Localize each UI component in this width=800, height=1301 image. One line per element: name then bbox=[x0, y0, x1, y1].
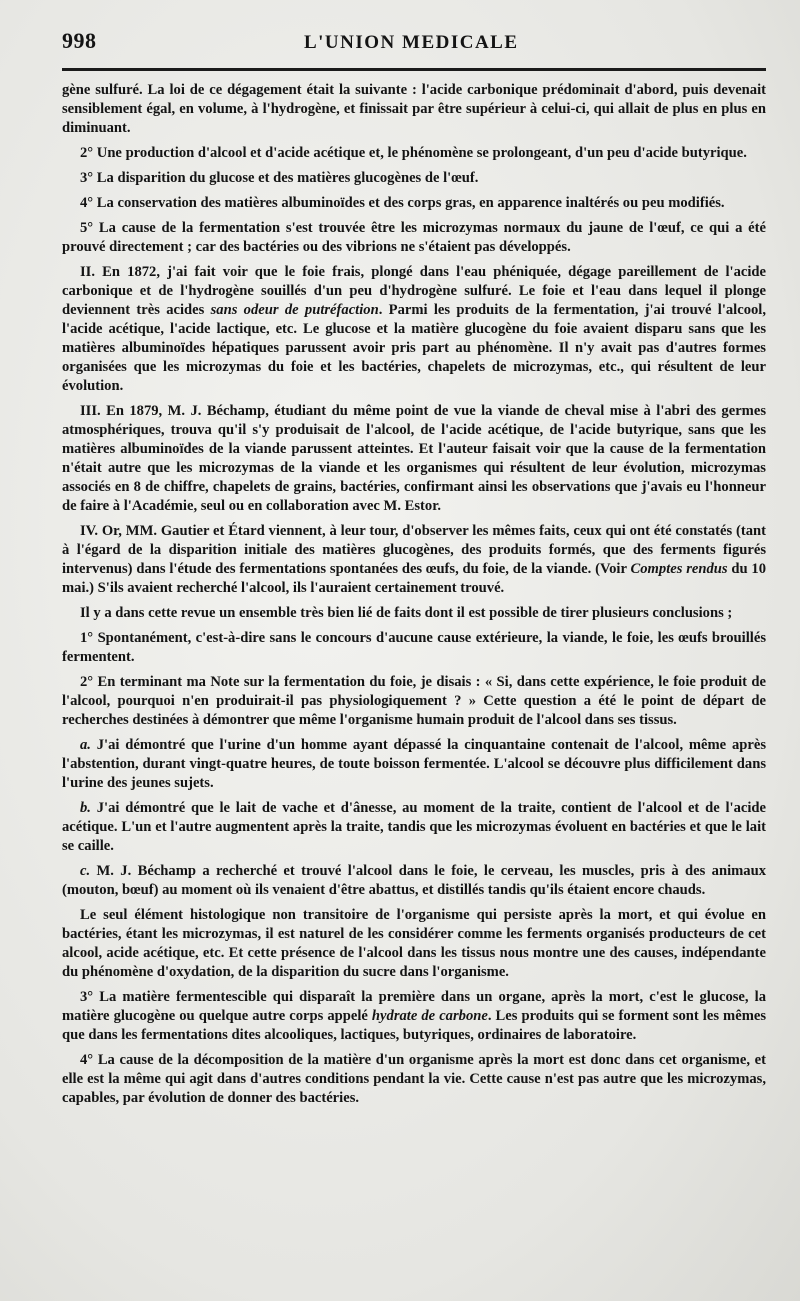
emphasis-text: Comptes rendus bbox=[630, 561, 728, 577]
emphasis-text: c. bbox=[80, 863, 91, 879]
paragraph: 5° La cause de la fermentation s'est trouvée être les microzymas normaux du jaune de l'œuf, ce qui a été prouvé directement ; car des bactéries ou des vibrions ne s'étaient pas développés. bbox=[62, 220, 766, 255]
paragraph: 2° Une production d'alcool et d'acide acétique et, le phénomène se prolongeant, d'un peu d'acide butyrique. bbox=[80, 145, 747, 161]
paragraph: gène sulfuré. La loi de ce dégagement était la suivante : l'acide carbonique prédominait d'abord, puis devenait sensiblement égal, en volume, à l'hydrogène, et finissait par être supérieur à celui-ci, qui allait de plus en plus en diminuant. bbox=[62, 82, 766, 136]
paragraph-text: du 10 mai.) S'ils avaient recherché l'alcool, ils l'auraient certainement trouvé. bbox=[62, 561, 767, 596]
page-header bbox=[62, 28, 766, 62]
paragraph bbox=[62, 799, 766, 856]
emphasis-text: sans odeur de putréfaction bbox=[210, 302, 379, 318]
paragraph-text: IV. Or, MM. Gautier et Étard viennent, à leur tour, d'observer les mêmes faits, ceux qui ont été constatés (tant à l'égard de la disparition initiale des matières glucogènes, des produits formés, que des ferments figurés intervenus) dans l'étude des fermentations spontanées des œufs, du foie, de la viande. (Voir bbox=[62, 523, 766, 577]
paragraph bbox=[62, 988, 766, 1045]
header-rule bbox=[62, 68, 766, 71]
paragraph-text: M. J. Béchamp a recherché et trouvé l'alcool dans le foie, le cerveau, les muscles, pris à des animaux (mouton, bœuf) au moment où ils venaient d'être abattus, et distillés tandis qu'ils étaient encore chauds. bbox=[62, 863, 766, 898]
paragraph: 4° La cause de la décomposition de la matière d'un organisme après la mort est donc dans cet organisme, et elle est la même qui agit dans d'autres conditions pendant la vie. Cette cause n'est pas autre que les microzymas, capables, par évolution de donner des bactéries. bbox=[62, 1052, 766, 1106]
page-number: 998 bbox=[62, 28, 97, 53]
emphasis-text: a. bbox=[80, 737, 91, 753]
emphasis-text: hydrate de carbone bbox=[371, 1008, 488, 1024]
paragraph bbox=[62, 263, 766, 396]
paragraph: 4° La conservation des matières albuminoïdes et des corps gras, en apparence inaltérés ou peu modifiés. bbox=[80, 195, 725, 211]
paragraph-text: II. En 1872, j'ai fait voir que le foie frais, plongé dans l'eau phéniquée, dégage pareillement de l'acide carbonique et de l'hydrogène souillés d'un peu d'hydrogène sulfuré. Le foie et l'eau dans lequel il plonge deviennent très acides bbox=[62, 264, 766, 318]
running-title: L'UNION MEDICALE bbox=[303, 32, 519, 53]
paragraph: 1° Spontanément, c'est-à-dire sans le concours d'aucune cause extérieure, la viande, le foie, les œufs brouillés fermentent. bbox=[62, 630, 766, 665]
paragraph-text: . Parmi les produits de la fermentation, j'ai trouvé l'alcool, l'acide acétique, l'acide lactique, etc. Le glucose et la matière glucogène du foie avaient disparu sans que les matières albuminoïdes hépatiques parussent avoir pris part au phénomène. Il n'y avait pas d'autres formes organisées que les microzymas du foie et les bactéries, chapelets de microzymas, etc., qui résultent de leur évolution. bbox=[62, 302, 766, 394]
paragraph: III. En 1879, M. J. Béchamp, étudiant du même point de vue la viande de cheval mise à l'abri des germes atmosphériques, trouva qu'il s'y produisait de l'alcool, de l'acide acétique, de l'acide butyrique, sans que les matières albuminoïdes de la viande parussent atteintes. Et l'auteur faisait voir que la cause de la fermentation n'était autre que les microzymas de la viande et les organismes qui résultent de leur évolution, microzymas associés en 8 de chiffre, chapelets de grains, bactéries, confirmant ainsi les observations que j'avais eu l'honneur de faire à l'Académie, seul ou en collaboration avec M. Estor. bbox=[62, 403, 766, 514]
paragraph-text: . Les produits qui se forment sont les mêmes que dans les fermentations dites alcooliques, lactiques, butyriques, ordinaires de laboratoire. bbox=[62, 1008, 767, 1043]
paragraph-text: 3° La matière fermentescible qui disparaît la première dans un organe, après la mort, c'est le glucose, la matière glucogène ou quelque autre corps appelé bbox=[62, 989, 766, 1024]
paragraph-text: J'ai démontré que le lait de vache et d'ânesse, au moment de la traite, contient de l'alcool et de l'acide acétique. L'un et l'autre augmentent après la traite, tandis que les microzymas évoluent en bactéries et que le lait se caille. bbox=[62, 800, 766, 854]
paragraph: 3° La disparition du glucose et des matières glucogènes de l'œuf. bbox=[80, 170, 479, 186]
paragraph: 2° En terminant ma Note sur la fermentation du foie, je disais : « Si, dans cette expérience, le foie produit de l'alcool, pourquoi n'en produirait-il pas physiologiquement ? » Cette question a été le point de départ de recherches destinées à démontrer que même l'organisme humain produit de l'alcool dans ses tissus. bbox=[62, 674, 766, 728]
paragraph bbox=[62, 522, 766, 598]
paragraph: Le seul élément histologique non transitoire de l'organisme qui persiste après la mort, et qui évolue en bactéries, étant les microzymas, il est naturel de les considérer comme les ferments organisés producteurs de cet alcool, acide acétique, etc. Et cette présence de l'alcool dans les tissus nous montre une des causes, indépendante du phénomène d'oxydation, de la disparition du sucre dans l'organisme. bbox=[62, 907, 766, 980]
emphasis-text: b. bbox=[80, 800, 91, 816]
paragraph bbox=[62, 862, 766, 900]
paragraph bbox=[62, 736, 766, 793]
paragraph: Il y a dans cette revue un ensemble très bien lié de faits dont il est possible de tirer plusieurs conclusions ; bbox=[80, 605, 733, 621]
paragraph-text: J'ai démontré que l'urine d'un homme ayant dépassé la cinquantaine contenait de l'alcool, même après l'abstention, durant vingt-quatre heures, de toute boisson fermentée. L'alcool se découvre plus difficilement dans l'urine des jeunes sujets. bbox=[62, 737, 766, 791]
body-text bbox=[62, 81, 766, 1108]
